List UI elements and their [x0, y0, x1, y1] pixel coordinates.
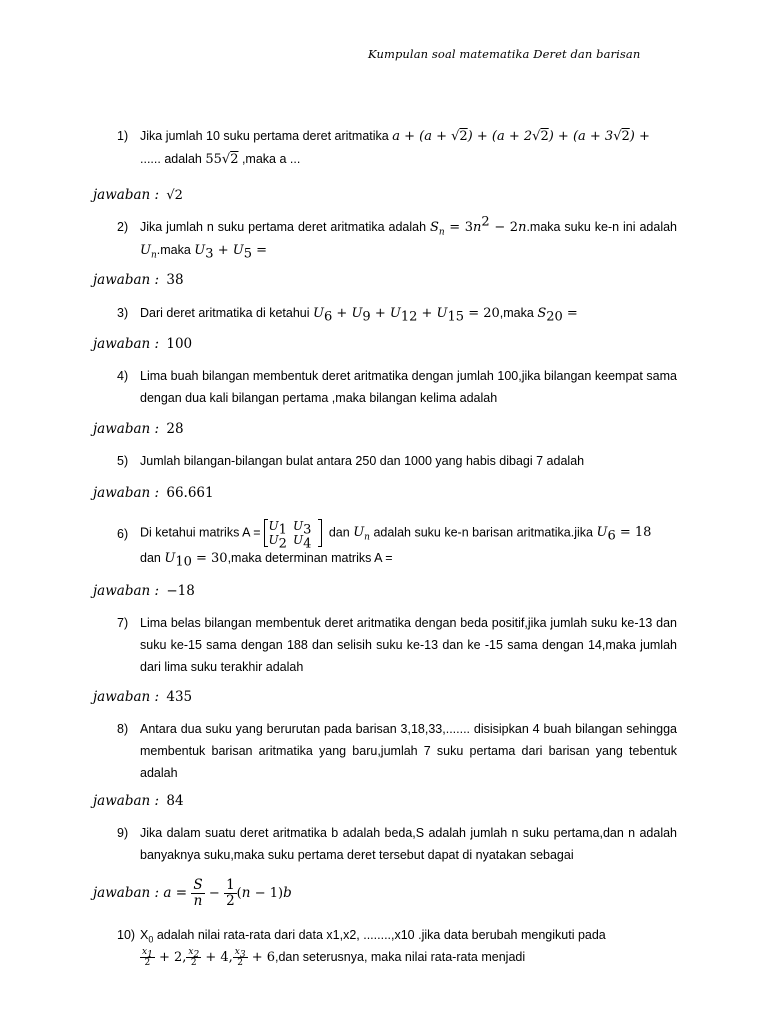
- question-2: 2) Jika jumlah n suku pertama deret aritmatika adalah $S_n = 3n^2$ − 2n.maka suku ke-n ini adalah $U_n.maka$ $U_3 + U_5$ =: [117, 214, 677, 262]
- answer-9: jawaban : a = $\frac{S}{n}$ − $\frac{1}{2}$ (n − 1)b: [93, 877, 292, 909]
- fraction-one-half: $\frac{1}{2}$: [226, 877, 235, 909]
- answer-4: jawaban : 28: [93, 421, 184, 437]
- answer-2: jawaban : 38: [93, 272, 184, 288]
- question-1: 1) Jika jumlah 10 suku pertama deret aritmatika a + (a + √2) + (a + 2√2) + (a + 3√2) + ...... adalah 55√2 ,maka a ...: [117, 125, 677, 171]
- question-number: 1): [117, 129, 129, 143]
- matrix-a: $U_1$ $U_3$ $U_2$ $U_4$: [264, 519, 323, 547]
- answer-3: jawaban : 100: [93, 336, 193, 352]
- page-header: Kumpulan soal matematika Deret dan barisan: [368, 47, 641, 61]
- question-6: 6) Di ketahui matriks A = $U_1$ $U_3$ $U_2$ $U_4$ dan $U_n$ adalah suku ke-n barisan aritmatika.jika $U_6 = 18$ dan $U_{10}$ = 30,maka determinan matriks A =: [117, 519, 652, 570]
- answer-1: jawaban : √2: [93, 187, 183, 203]
- question-8: 8) Antara dua suku yang berurutan pada barisan 3,18,33,....... disisipkan 4 buah bilangan sehingga membentuk barisan aritmatika yang baru,jumlah 7 suku pertama dari barisan yang tebentuk adalah: [117, 722, 677, 780]
- answer-7: jawaban : 435: [93, 689, 193, 705]
- question-9: 9) Jika dalam suatu deret aritmatika b adalah beda,S adalah jumlah n suku pertama,dan n adalah banyaknya suku,maka suku pertama deret tersebut dapat di nyatakan sebagai: [117, 826, 677, 862]
- question-7: 7) Lima belas bilangan membentuk deret aritmatika dengan beda positif,jika jumlah suku ke-13 dan suku ke-15 sama dengan 188 dan selisih suku ke-13 dan ke -15 sama dengan 14,maka jumlah dari lima suku terakhir adalah: [117, 616, 677, 674]
- answer-6: jawaban : −18: [93, 583, 195, 599]
- answer-8: jawaban : 84: [93, 793, 184, 809]
- question-3: 3) Dari deret aritmatika di ketahui $U_6 + U_9 + U_{12} + U_{15}$ = 20,maka $S_{20}$ =: [117, 306, 578, 325]
- fraction-s-over-n: $\frac{S}{n}$: [193, 877, 203, 909]
- question-10: 10) $X_0$ adalah nilai rata-rata dari data x1,x2, ........,x10 .jika data berubah mengikuti pada $\frac{x_1}{2}$ + 2, $\frac{x_2}{2}$ + 4, $\frac{x_3}{2}$ + 6,dan seterusnya, maka nilai rata-rata menjadi: [117, 928, 606, 969]
- question-5: 5) Jumlah bilangan-bilangan bulat antara 250 dan 1000 yang habis dibagi 7 adalah: [117, 454, 585, 468]
- question-4: 4) Lima buah bilangan membentuk deret aritmatika dengan jumlah 100,jika bilangan keempat sama dengan dua kali bilangan pertama ,maka bilangan kelima adalah: [117, 369, 677, 405]
- answer-5: jawaban : 66.661: [93, 485, 214, 501]
